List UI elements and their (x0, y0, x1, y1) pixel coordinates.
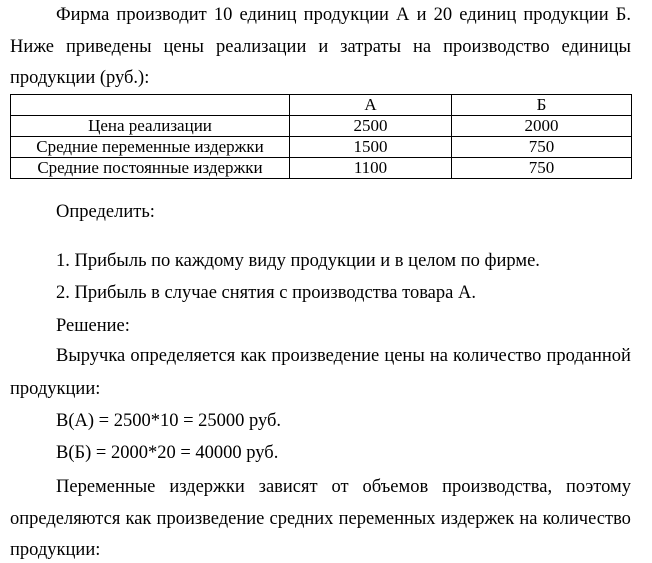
solution-heading: Решение: (56, 316, 130, 336)
table-cell: 750 (452, 158, 632, 179)
task-item-1: 1. Прибыль по каждому виду продукции и в целом по фирме. (56, 251, 540, 271)
word: производство (443, 37, 550, 57)
word: как (240, 346, 267, 366)
word: и (318, 37, 329, 57)
word: 10 (213, 5, 233, 25)
word: как (125, 509, 152, 529)
table-header-cell: А (290, 95, 452, 116)
table-cell-label: Средние постоянные издержки (11, 158, 290, 179)
word: количество (453, 346, 542, 366)
word: затраты (340, 37, 402, 57)
table-header-cell: Б (452, 95, 632, 116)
word: Выручка (56, 346, 126, 366)
task-item-2: 2. Прибыль в случае снятия с производства товара А. (56, 283, 476, 303)
table-header-cell (11, 95, 290, 116)
word: производит (116, 5, 207, 25)
variable-costs-line-1 (56, 476, 631, 498)
word: на (412, 37, 432, 57)
word: издержки (169, 477, 245, 497)
table-row (11, 137, 632, 158)
word: произведение (156, 509, 265, 529)
word: зависят (258, 477, 318, 497)
formula-revenue-b: В(Б) = 2000*20 = 40000 руб. (56, 443, 279, 463)
word: Фирма (56, 5, 110, 25)
revenue-line-2: продукции: (10, 379, 101, 399)
word: переменных (338, 509, 436, 529)
intro-line-2 (10, 36, 631, 58)
table-row (11, 158, 632, 179)
word: единиц (239, 5, 297, 25)
word: Б. (615, 5, 631, 25)
table-cell: 1100 (290, 158, 452, 179)
word: поэтому (565, 477, 631, 497)
intro-line-1 (56, 4, 631, 26)
word: средних (269, 509, 334, 529)
cost-table (10, 94, 632, 179)
word: продукции (523, 5, 609, 25)
determine-heading: Определить: (56, 202, 155, 222)
word: на (519, 509, 538, 529)
word: реализации (215, 37, 307, 57)
word: и (416, 5, 427, 25)
formula-revenue-a: В(А) = 2500*10 = 25000 руб. (56, 411, 282, 431)
word: определяется (130, 346, 236, 366)
word: продукции (303, 5, 389, 25)
table-cell: 2000 (452, 116, 632, 137)
table-row (11, 116, 632, 137)
word: А (396, 5, 410, 25)
intro-line-3: продукции (руб.): (10, 68, 150, 88)
word: 20 (433, 5, 453, 25)
word: цены (163, 37, 204, 57)
word: на (429, 346, 448, 366)
word: производства, (442, 477, 553, 497)
variable-costs-line-3: продукции: (10, 540, 101, 560)
word: от (331, 477, 349, 497)
revenue-line-1 (56, 345, 631, 367)
word: единиц (459, 5, 517, 25)
table-cell: 2500 (290, 116, 452, 137)
word: Переменные (56, 477, 156, 497)
variable-costs-line-2 (10, 508, 631, 530)
table-cell-label: Цена реализации (11, 116, 290, 137)
word: проданной (546, 346, 631, 366)
word: определяются (10, 509, 121, 529)
word: приведены (65, 37, 152, 57)
table-cell-label: Средние переменные издержки (11, 137, 290, 158)
word: единицы (561, 37, 631, 57)
word: цены (384, 346, 425, 366)
table-cell: 750 (452, 137, 632, 158)
table-header-row (11, 95, 632, 116)
word: произведение (271, 346, 380, 366)
table-cell: 1500 (290, 137, 452, 158)
word: Ниже (10, 37, 55, 57)
word: количество (542, 509, 631, 529)
word: издержек (440, 509, 515, 529)
word: объемов (362, 477, 429, 497)
